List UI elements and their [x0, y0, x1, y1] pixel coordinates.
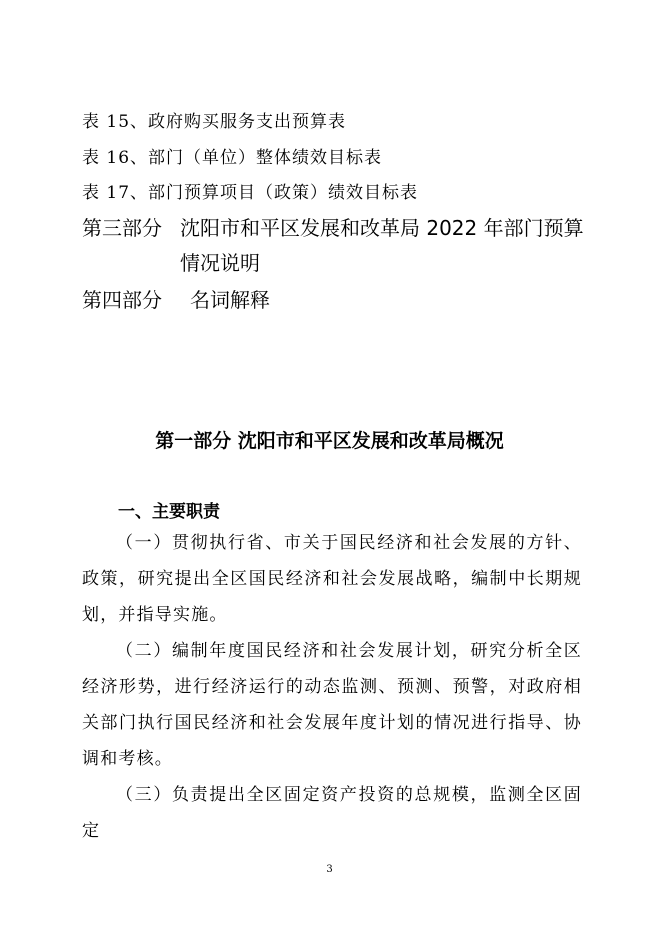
toc-part3-title-line1: 沈阳市和平区发展和改革局 2022 年部门预算 [180, 216, 584, 240]
paragraph-3: （三）负责提出全区固定资产投资的总规模，监测全区固定 [82, 785, 582, 841]
toc-table-17: 表 17、部门预算项目（政策）绩效目标表 [82, 183, 419, 203]
toc-table-16: 表 16、部门（单位）整体绩效目标表 [82, 148, 383, 168]
paragraph-1: （一）贯彻执行省、市关于国民经济和社会发展的方针、政策，研究提出全区国民经济和社会发展战略，编制中长期规划，并指导实施。 [82, 533, 582, 625]
section-subheading: 一、主要职责 [118, 502, 220, 522]
page-number: 3 [326, 864, 333, 875]
toc-part4-label: 第四部分 [82, 288, 162, 312]
toc-part3-title-line2: 情况说明 [180, 251, 260, 275]
paragraph-2: （二）编制年度国民经济和社会发展计划，研究分析全区经济形势，进行经济运行的动态监测、预测、预警，对政府相关部门执行国民经济和社会发展年度计划的情况进行指导、协调和考核。 [82, 641, 582, 769]
section-title: 第一部分 沈阳市和平区发展和改革局概况 [155, 430, 504, 452]
toc-part4-title: 名词解释 [190, 288, 270, 312]
toc-part3-label: 第三部分 [82, 216, 162, 240]
toc-table-15: 表 15、政府购买服务支出预算表 [82, 112, 347, 132]
